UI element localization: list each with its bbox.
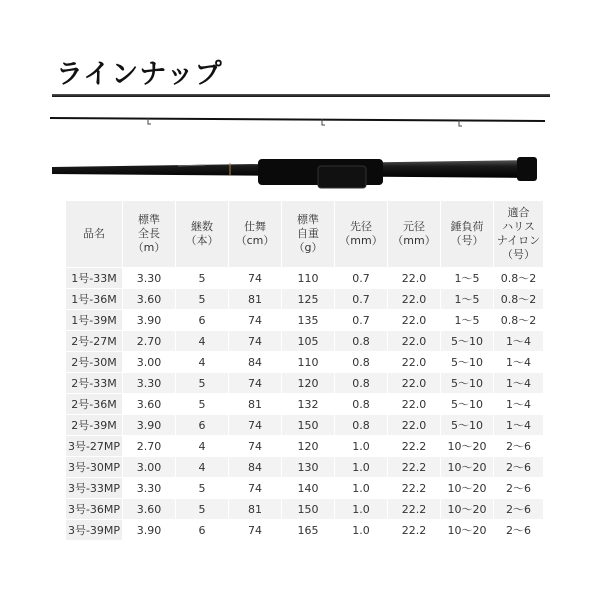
cell-weight: 120 [282,373,335,394]
cell-sinker-load: 5～10 [441,415,494,436]
cell-length: 3.90 [123,415,176,436]
cell-closed-length: 74 [229,415,282,436]
cell-sections: 4 [176,436,229,457]
table-row [66,457,544,478]
cell-closed-length: 84 [229,457,282,478]
cell-length: 2.70 [123,436,176,457]
cell-sinker-load: 1～5 [441,289,494,310]
cell-tip-diameter: 1.0 [335,436,388,457]
cell-leader-line: 1～4 [494,331,544,352]
cell-butt-diameter: 22.0 [388,415,441,436]
cell-closed-length: 74 [229,268,282,289]
cell-leader-line: 0.8～2 [494,268,544,289]
cell-sections: 4 [176,331,229,352]
header-length: 標準 全長 （m） [123,201,176,268]
fishing-rod-image [0,104,600,200]
cell-model: 1号-33M [66,268,123,289]
cell-length: 3.60 [123,289,176,310]
cell-length: 3.00 [123,457,176,478]
cell-tip-diameter: 1.0 [335,478,388,499]
table-row [66,394,544,415]
cell-model: 3号-30MP [66,457,123,478]
cell-tip-diameter: 1.0 [335,457,388,478]
cell-length: 3.60 [123,499,176,520]
cell-tip-diameter: 0.7 [335,268,388,289]
reel-seat [318,166,366,188]
cell-butt-diameter: 22.0 [388,373,441,394]
cell-weight: 110 [282,268,335,289]
cell-model: 2号-30M [66,352,123,373]
cell-sinker-load: 10～20 [441,520,494,541]
cell-closed-length: 74 [229,478,282,499]
cell-sinker-load: 5～10 [441,373,494,394]
cell-sinker-load: 5～10 [441,352,494,373]
cell-closed-length: 84 [229,352,282,373]
cell-leader-line: 1～4 [494,373,544,394]
cell-tip-diameter: 1.0 [335,520,388,541]
cell-weight: 130 [282,457,335,478]
cell-weight: 120 [282,436,335,457]
cell-length: 2.70 [123,331,176,352]
cell-model: 2号-36M [66,394,123,415]
header-model: 品名 [66,201,123,268]
title-divider [52,94,550,97]
rod-tip-section [50,118,545,121]
cell-weight: 165 [282,520,335,541]
page-title: ラインナップ [56,59,223,90]
cell-sinker-load: 1～5 [441,268,494,289]
cell-butt-diameter: 22.2 [388,478,441,499]
cell-sections: 5 [176,373,229,394]
cell-length: 3.00 [123,352,176,373]
cell-closed-length: 74 [229,520,282,541]
cell-sections: 6 [176,415,229,436]
cell-tip-diameter: 0.8 [335,352,388,373]
cell-model: 2号-33M [66,373,123,394]
cell-sinker-load: 10～20 [441,499,494,520]
cell-sinker-load: 10～20 [441,478,494,499]
cell-model: 3号-27MP [66,436,123,457]
cell-weight: 110 [282,352,335,373]
cell-model: 1号-36M [66,289,123,310]
table-row [66,415,544,436]
cell-leader-line: 1～4 [494,352,544,373]
cell-butt-diameter: 22.0 [388,268,441,289]
cell-leader-line: 0.8～2 [494,289,544,310]
cell-model: 1号-39M [66,310,123,331]
cell-leader-line: 0.8～2 [494,310,544,331]
cell-weight: 135 [282,310,335,331]
cell-closed-length: 74 [229,331,282,352]
cell-leader-line: 2～6 [494,478,544,499]
cell-model: 3号-39MP [66,520,123,541]
header-leader-line: 適合 ハリス ナイロン （号） [494,201,544,268]
cell-tip-diameter: 0.7 [335,289,388,310]
header-closed-length: 仕舞 （cm） [229,201,282,268]
cell-length: 3.30 [123,373,176,394]
table-header-row [66,201,544,268]
cell-weight: 125 [282,289,335,310]
cell-sinker-load: 10～20 [441,436,494,457]
cell-weight: 105 [282,331,335,352]
cell-sections: 5 [176,394,229,415]
header-tip-diameter: 先径 （mm） [335,201,388,268]
cell-model: 2号-39M [66,415,123,436]
cell-leader-line: 1～4 [494,415,544,436]
cell-closed-length: 74 [229,373,282,394]
cell-butt-diameter: 22.0 [388,310,441,331]
cell-weight: 150 [282,415,335,436]
cell-length: 3.90 [123,520,176,541]
cell-leader-line: 2～6 [494,520,544,541]
cell-length: 3.30 [123,478,176,499]
cell-weight: 140 [282,478,335,499]
cell-tip-diameter: 0.8 [335,373,388,394]
table-row [66,310,544,331]
cell-model: 3号-33MP [66,478,123,499]
table-row [66,268,544,289]
cell-weight: 132 [282,394,335,415]
cell-length: 3.30 [123,268,176,289]
cell-butt-diameter: 22.0 [388,331,441,352]
cell-leader-line: 2～6 [494,499,544,520]
cell-butt-diameter: 22.2 [388,457,441,478]
header-butt-diameter: 元径 （mm） [388,201,441,268]
header-sections: 継数 （本） [176,201,229,268]
table-row [66,352,544,373]
cell-sections: 4 [176,457,229,478]
lineup-table [65,200,544,541]
cell-closed-length: 81 [229,499,282,520]
cell-sinker-load: 5～10 [441,394,494,415]
cell-sinker-load: 10～20 [441,457,494,478]
header-sinker-load: 錘負荷 （号） [441,201,494,268]
cell-sections: 5 [176,499,229,520]
cell-closed-length: 74 [229,310,282,331]
cell-tip-diameter: 0.7 [335,310,388,331]
cell-leader-line: 2～6 [494,457,544,478]
cell-sections: 6 [176,520,229,541]
cell-butt-diameter: 22.0 [388,352,441,373]
table-row [66,499,544,520]
cell-butt-diameter: 22.0 [388,394,441,415]
cell-tip-diameter: 0.8 [335,394,388,415]
cell-tip-diameter: 0.8 [335,415,388,436]
table-row [66,289,544,310]
cell-leader-line: 2～6 [494,436,544,457]
cell-butt-diameter: 22.0 [388,289,441,310]
cell-length: 3.90 [123,310,176,331]
cell-model: 2号-27M [66,331,123,352]
cell-length: 3.60 [123,394,176,415]
cell-sections: 5 [176,289,229,310]
cell-weight: 150 [282,499,335,520]
cell-sections: 4 [176,352,229,373]
header-weight: 標準 自重 （g） [282,201,335,268]
cell-tip-diameter: 1.0 [335,499,388,520]
cell-sections: 6 [176,310,229,331]
cell-sinker-load: 1～5 [441,310,494,331]
cell-butt-diameter: 22.2 [388,520,441,541]
cell-leader-line: 1～4 [494,394,544,415]
cell-tip-diameter: 0.8 [335,331,388,352]
table-row [66,478,544,499]
cell-closed-length: 81 [229,289,282,310]
cell-model: 3号-36MP [66,499,123,520]
table-row [66,331,544,352]
table-row [66,436,544,457]
cell-closed-length: 74 [229,436,282,457]
cell-butt-diameter: 22.2 [388,499,441,520]
cell-sections: 5 [176,268,229,289]
cell-butt-diameter: 22.2 [388,436,441,457]
rod-end-cap [517,157,537,181]
cell-sinker-load: 5～10 [441,331,494,352]
cell-closed-length: 81 [229,394,282,415]
table-row [66,373,544,394]
table-row [66,520,544,541]
cell-sections: 5 [176,478,229,499]
